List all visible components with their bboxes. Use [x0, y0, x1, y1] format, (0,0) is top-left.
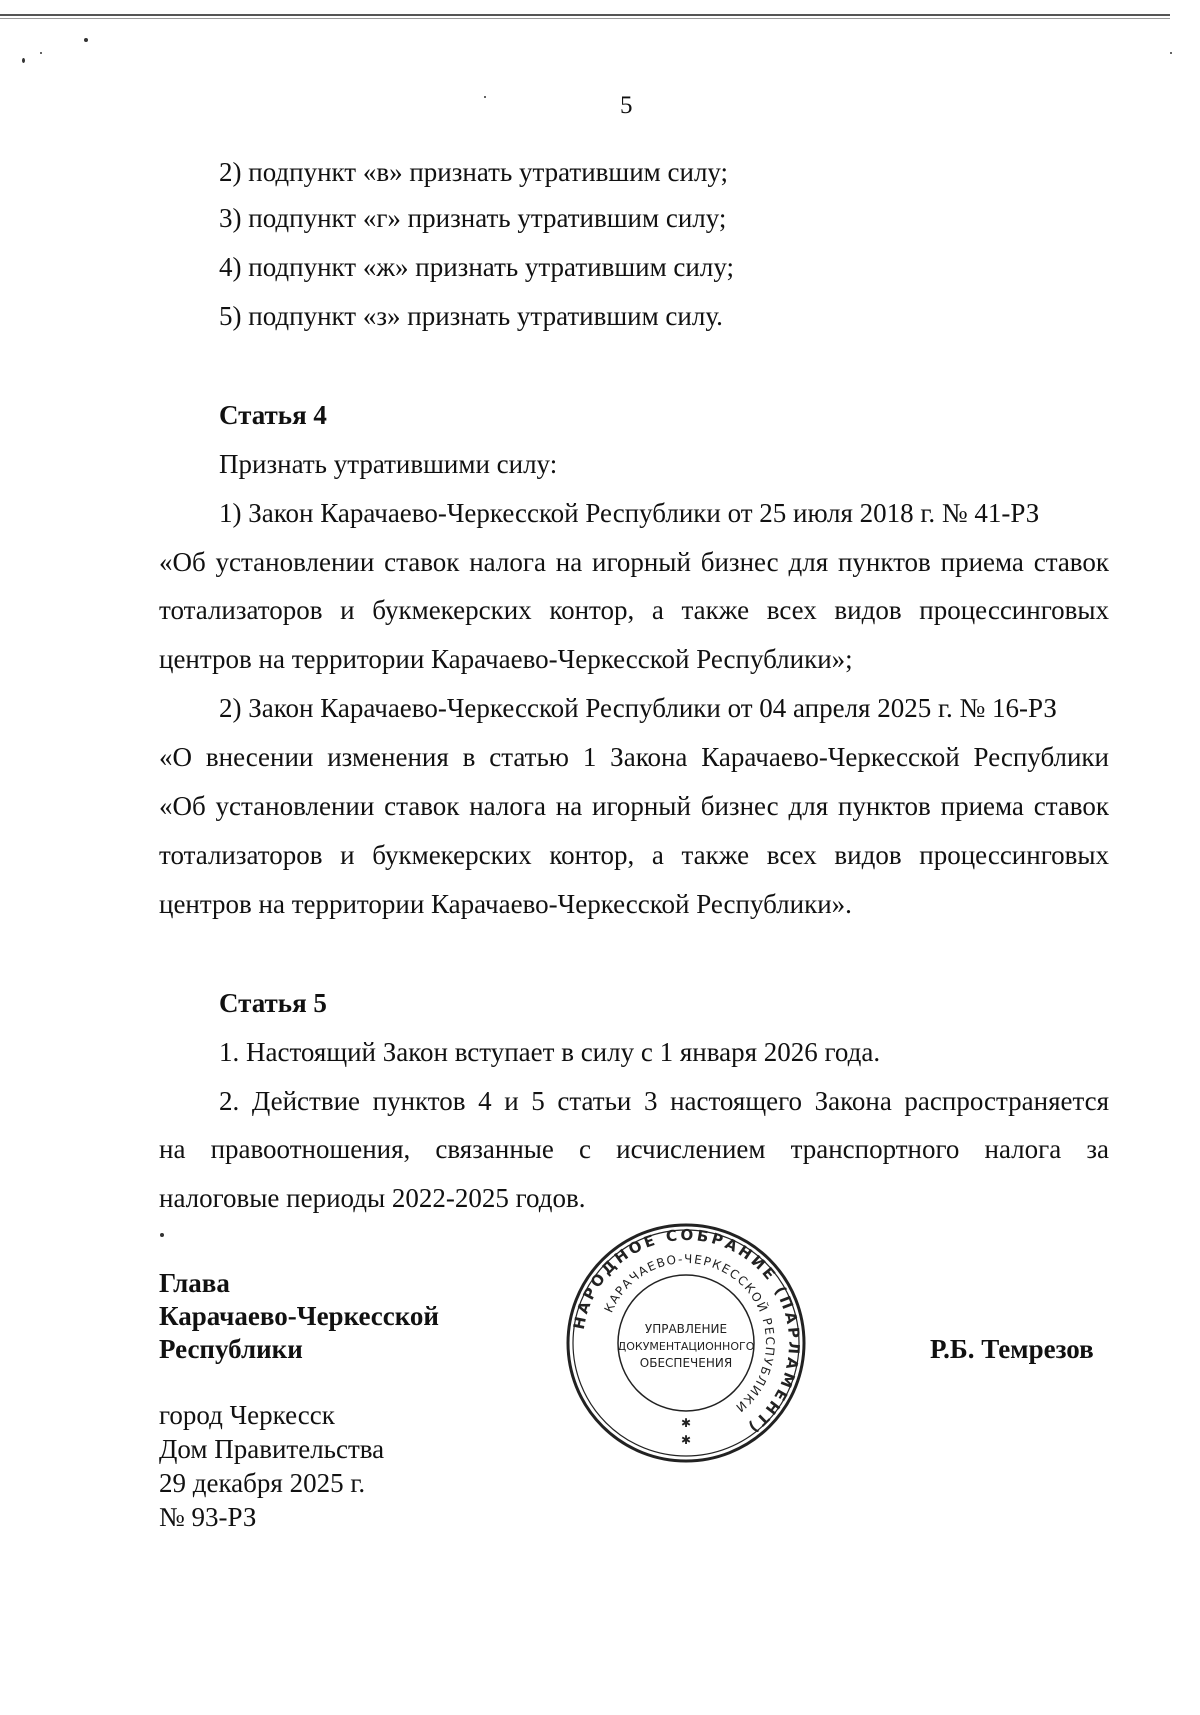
article5-title: Статья 5	[219, 988, 327, 1018]
official-seal-stamp	[565, 1222, 807, 1464]
article4-item1-line: центров на территории Карачаево-Черкесской Республики»;	[159, 644, 853, 674]
article4-item2-line: тотализаторов и букмекерских контор, а также всех видов процессинговых	[159, 840, 1109, 870]
signatory-title-line: Республики	[159, 1334, 303, 1364]
article4-item2-line: «О внесении изменения в статью 1 Закона Карачаево-Черкесской Республики	[159, 742, 1109, 772]
scan-speck	[1170, 52, 1172, 54]
place-date-line: 29 декабря 2025 г.	[159, 1468, 366, 1498]
article4-intro: Признать утратившими силу:	[219, 449, 558, 479]
seal-star-icon: ✱	[680, 1433, 692, 1447]
article3-item: 3) подпункт «г» признать утратившим силу;	[219, 203, 727, 233]
article5-item2-line: налоговые периоды 2022-2025 годов.	[159, 1183, 586, 1213]
place-date-line: Дом Правительства	[159, 1434, 385, 1464]
scan-speck	[40, 52, 42, 54]
article5-item2-line: на правоотношения, связанные с исчислением транспортного налога за	[159, 1134, 1109, 1164]
place-date-line: № 93-РЗ	[159, 1502, 257, 1532]
signatory-title-line: Глава	[159, 1268, 230, 1298]
signatory-name: Р.Б. Темрезов	[930, 1334, 1094, 1364]
scan-top-line-thin	[0, 18, 1170, 19]
seal-star-icon: ✱	[680, 1416, 692, 1430]
scan-speck	[84, 38, 88, 42]
article4-item1-line: тотализаторов и букмекерских контор, а также всех видов процессинговых	[159, 595, 1109, 625]
article4-item2-line: «Об установлении ставок налога на игорный бизнес для пунктов приема ставок	[159, 791, 1109, 821]
seal-center-line: ОБЕСПЕЧЕНИЯ	[639, 1356, 733, 1370]
scan-speck	[484, 96, 486, 98]
seal-center-line: УПРАВЛЕНИЕ	[644, 1322, 728, 1336]
article4-title: Статья 4	[219, 400, 327, 430]
article5-item1: 1. Настоящий Закон вступает в силу с 1 января 2026 года.	[219, 1037, 881, 1067]
article4-item2-line: 2) Закон Карачаево-Черкесской Республики от 04 апреля 2025 г. № 16-РЗ	[219, 693, 1057, 723]
seal-center-line: ДОКУМЕНТАЦИОННОГО	[617, 1340, 755, 1353]
article4-item1-line: «Об установлении ставок налога на игорный бизнес для пунктов приема ставок	[159, 547, 1109, 577]
article3-item: 5) подпункт «з» признать утратившим силу.	[219, 301, 723, 331]
scan-speck	[22, 58, 25, 63]
article5-item2-line: 2. Действие пунктов 4 и 5 статьи 3 настоящего Закона распространяется	[219, 1086, 1109, 1116]
article4-item1-line: 1) Закон Карачаево-Черкесской Республики от 25 июля 2018 г. № 41-РЗ	[219, 498, 1040, 528]
scan-top-line	[0, 14, 1170, 16]
page-number: 5	[620, 92, 633, 119]
seal-outer-text: НАРОДНОЕ СОБРАНИЕ (ПАРЛАМЕНТ)	[569, 1225, 804, 1439]
seal-middle-text: КАРАЧАЕВО-ЧЕРКЕССКОЙ РЕСПУБЛИКИ	[601, 1251, 778, 1416]
article3-item: 2) подпункт «в» признать утратившим силу;	[219, 157, 729, 187]
signatory-title-line: Карачаево-Черкесской	[159, 1301, 439, 1331]
place-date-line: город Черкесск	[159, 1400, 335, 1430]
scan-speck	[160, 1233, 164, 1237]
article3-item: 4) подпункт «ж» признать утратившим силу;	[219, 252, 734, 282]
article4-item2-line: центров на территории Карачаево-Черкесской Республики».	[159, 889, 852, 919]
